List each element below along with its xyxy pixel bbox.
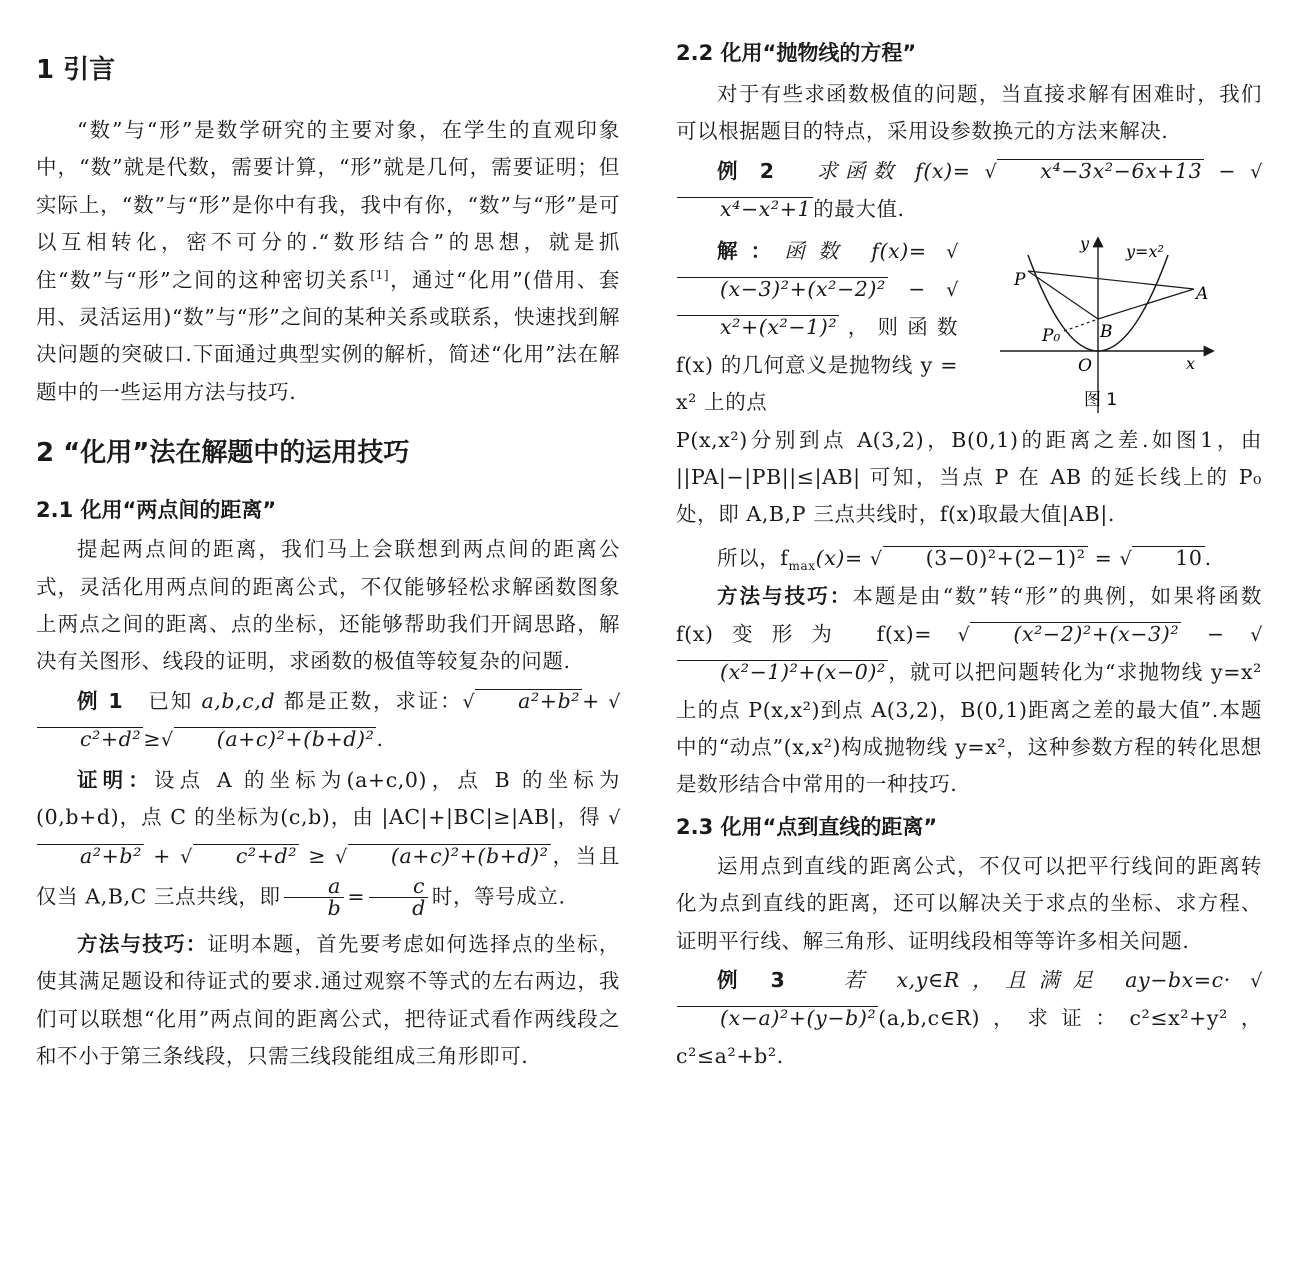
- section-1-heading: 1 引言: [36, 55, 116, 85]
- label-y-axis: y: [1080, 233, 1090, 253]
- proof-1-equals: =: [347, 884, 366, 909]
- example-3: [676, 962, 1262, 1075]
- radical-sign-icon: √: [984, 160, 998, 183]
- fraction-denominator-b: b: [327, 896, 342, 921]
- label-P0: P₀: [1042, 325, 1061, 346]
- example-1-label: 例 1: [77, 688, 124, 713]
- radical-sign-icon: √: [1119, 547, 1133, 570]
- proof-1: [36, 762, 620, 920]
- radical-sign-icon: √: [1250, 623, 1263, 646]
- solution-2-continued: P(x,x²)分别到点 A(3,2)，B(0,1)的距离之差.如图1，由 ||PA|−|PB||≤|AB| 可知，当点 P 在 AB 的延长线上的 P₀ 处，即 A,B,P 三点共线时，f(x)取最大值|AB|.: [676, 427, 1262, 527]
- solution-2-with-figure: [676, 233, 1262, 422]
- proof-1-label: 证明：: [77, 767, 154, 792]
- solution-2-minus: −: [908, 277, 926, 302]
- method-2-text-2: ，就可以把问题转化为“求抛物线 y=x² 上的点 P(x,x²)到点 A(3,2)，B(0,1)距离之差的最大值”.本题中的“动点”(x,x²)构成抛物线 y=x²，这种参数方程的转化思想是数形结合中常用的一种技巧.: [676, 660, 1262, 797]
- method-2-radicand-1: (x²−2)²+(x−3)²: [970, 622, 1181, 647]
- example-1-end: .: [376, 727, 384, 752]
- radical-sign-icon: √: [946, 279, 959, 302]
- proof-1-text-1: 设点 A 的坐标为(a+c,0)，点 B 的坐标为(0,b+d)，点 C 的坐标为(c,b)，由 |AC|+|BC|≥|AB|，得: [36, 767, 620, 830]
- result-2-text-2: (x)=: [815, 545, 863, 570]
- result-2-subscript: max: [788, 558, 816, 573]
- label-P: P: [1014, 269, 1026, 290]
- result-2: [676, 540, 1262, 578]
- fraction-a-over-b: [284, 873, 345, 921]
- example-3-label: 例 3: [717, 967, 786, 992]
- figure-1-parabola-diagram: [998, 233, 1224, 423]
- radical-sign-icon: √: [1250, 969, 1263, 992]
- example-3-text-2: (a,b,c∈R)，求证：c²≤x²+y²，c²≤a²+b².: [676, 1006, 1262, 1068]
- example-1-plus: +: [582, 688, 600, 713]
- radical-sign-icon: √: [608, 807, 621, 830]
- segment-BA: [1098, 289, 1194, 319]
- label-A: A: [1196, 283, 1209, 304]
- proof-1-geq: ≥: [308, 843, 326, 868]
- proof-1-radicand-2: c²+d²: [193, 844, 299, 869]
- result-2-radicand-1: (3−0)²+(2−1)²: [883, 546, 1088, 571]
- label-curve: y=x²: [1126, 241, 1164, 261]
- example-1-vars: a,b,c,d: [201, 688, 276, 713]
- section-2-3-paragraph: 运用点到直线的距离公式，不仅可以把平行线间的距离转化为点到直线的距离，还可以解决关于求点的坐标、求方程、证明平行线、解三角形、证明线段相等等许多相关问题.: [676, 853, 1262, 953]
- method-2-minus: −: [1206, 621, 1225, 646]
- proof-1-radicand-1: a²+b²: [37, 844, 144, 869]
- result-2-radicand-2: 10: [1132, 546, 1204, 571]
- segment-P0B-dashed: [1064, 319, 1098, 331]
- citation-1: [1]: [370, 267, 390, 282]
- intro-paragraph: [36, 112, 620, 411]
- section-2-2-heading: 2.2 化用“抛物线的方程”: [676, 41, 917, 65]
- fraction-denominator-d: d: [412, 896, 426, 921]
- radical-sign-icon: √: [161, 729, 174, 752]
- radical-sign-icon: √: [869, 547, 883, 570]
- solution-2-text-1: 函数 f(x)=: [784, 238, 927, 263]
- method-2-label: 方法与技巧：: [717, 584, 853, 609]
- segment-PA: [1028, 271, 1194, 289]
- section-2-heading: 2 “化用”法在解题中的运用技巧: [36, 438, 410, 469]
- example-1-geq: ≥: [143, 727, 161, 752]
- intro-text-2: ，通过“化用”(借用、套用、灵活运用)“数”与“形”之间的某种关系或联系，快速找到解决问题的突破口.下面通过典型实例的解析，简述“化用”法在解题中的一些运用方法与技巧.: [36, 267, 620, 404]
- example-1-text-1: 已知: [148, 688, 194, 713]
- radical-sign-icon: √: [946, 240, 959, 263]
- section-2-3-heading: 2.3 化用“点到直线的距离”: [676, 814, 938, 839]
- section-2-1-heading: 2.1 化用“两点间的距离”: [36, 498, 277, 523]
- example-1-radicand-3: (a+c)²+(b+d)²: [174, 727, 377, 752]
- fraction-c-over-d: [368, 873, 429, 921]
- radical-sign-icon: √: [180, 845, 193, 868]
- label-O: O: [1078, 355, 1092, 376]
- fraction-numerator-c: c: [369, 876, 428, 899]
- method-1-label: 方法与技巧：: [77, 931, 208, 956]
- example-3-text-1: 若 x,y∈R，且满足 ay−bx=c·: [843, 967, 1231, 992]
- example-2-minus: −: [1218, 158, 1237, 183]
- fraction-numerator-a: a: [284, 876, 344, 899]
- proof-1-text-3: 时，等号成立.: [431, 884, 566, 909]
- figure-1-caption: 图 1: [1084, 389, 1118, 410]
- label-B: B: [1100, 321, 1113, 342]
- section-2-1-paragraph: 提起两点间的距离，我们马上会联想到两点间的距离公式，灵活化用两点间的距离公式，不仅能够轻松求解函数图象上两点之间的距离、点的坐标，还能够帮助我们开阔思路，解决有关图形、线段的证明，求函数的极值等较复杂的问题.: [36, 537, 620, 674]
- left-column: [36, 0, 620, 1076]
- solution-2-label: 解：: [717, 238, 785, 263]
- example-2-radicand-2: x⁴−x²+1: [677, 197, 813, 222]
- radical-sign-icon: √: [335, 845, 348, 868]
- example-2-label: 例 2: [717, 158, 775, 183]
- solution-2-wrapped: [676, 233, 958, 422]
- radical-sign-icon: √: [608, 690, 622, 713]
- radical-sign-icon: √: [957, 623, 971, 646]
- right-column: [676, 0, 1262, 1075]
- method-2-radicand-2: (x²−1)²+(x−0)²: [677, 660, 888, 685]
- example-2-text-2: 的最大值.: [813, 197, 905, 222]
- proof-1-plus: +: [153, 843, 171, 868]
- segment-PB: [1028, 271, 1098, 319]
- radical-sign-icon: √: [462, 690, 476, 713]
- solution-2-radicand-2: x²+(x²−1)²: [677, 315, 839, 340]
- example-1-radicand-1: a²+b²: [475, 689, 582, 714]
- example-1-text-2: 都是正数，求证：: [283, 688, 463, 713]
- intro-text-1: “数”与“形”是数学研究的主要对象，在学生的直观印象中，“数”就是代数，需要计算，“形”就是几何，需要证明；但实际上，“数”与“形”是你中有我，我中有你，“数”与“形”是可以互相转化，密不可分的.“数形结合”的思想，就是抓住“数”与“形”之间的这种密切关系: [36, 118, 620, 292]
- result-2-text-1: 所以，f: [717, 545, 789, 570]
- example-2-radicand-1: x⁴−3x²−6x+13: [997, 159, 1204, 184]
- example-2-text-1: 求函数 f(x)=: [816, 158, 971, 183]
- solution-2-radicand-1: (x−3)²+(x²−2)²: [677, 277, 888, 302]
- example-1: [36, 683, 620, 760]
- example-2: [676, 153, 1262, 229]
- method-2: [676, 578, 1262, 803]
- proof-1-radicand-3: (a+c)²+(b+d)²: [348, 844, 551, 869]
- solution-2-text-2: ，则函数 f(x) 的几何意义是抛物线 y = x² 上的点: [676, 315, 958, 415]
- method-1-text: 证明本题，首先要考虑如何选择点的坐标，使其满足题设和待证式的要求.通过观察不等式的左右两边，我们可以联想“化用”两点间的距离公式，把待证式看作两线段之和不小于第三条线段，只需三线段能组成三角形即可.: [36, 931, 620, 1069]
- method-1: [36, 926, 620, 1076]
- section-2-2-paragraph: 对于有些求函数极值的问题，当直接求解有困难时，我们可以根据题目的特点，采用设参数换元的方法来解决.: [676, 82, 1262, 144]
- example-1-radicand-2: c²+d²: [37, 727, 143, 752]
- method-2-text-1: 本题是由“数”转“形”的典例，如果将函数 f(x)变形为 f(x)=: [676, 584, 1262, 646]
- result-2-end: .: [1204, 545, 1212, 570]
- result-2-equals: =: [1094, 545, 1113, 570]
- radical-sign-icon: √: [1250, 160, 1264, 183]
- example-3-radicand-1: (x−a)²+(y−b)²: [677, 1006, 878, 1031]
- label-x-axis: x: [1186, 353, 1196, 373]
- solution-2-first-part: [676, 233, 958, 422]
- proof-1-text-2: ，当且仅当 A,B,C 三点共线，即: [36, 843, 621, 909]
